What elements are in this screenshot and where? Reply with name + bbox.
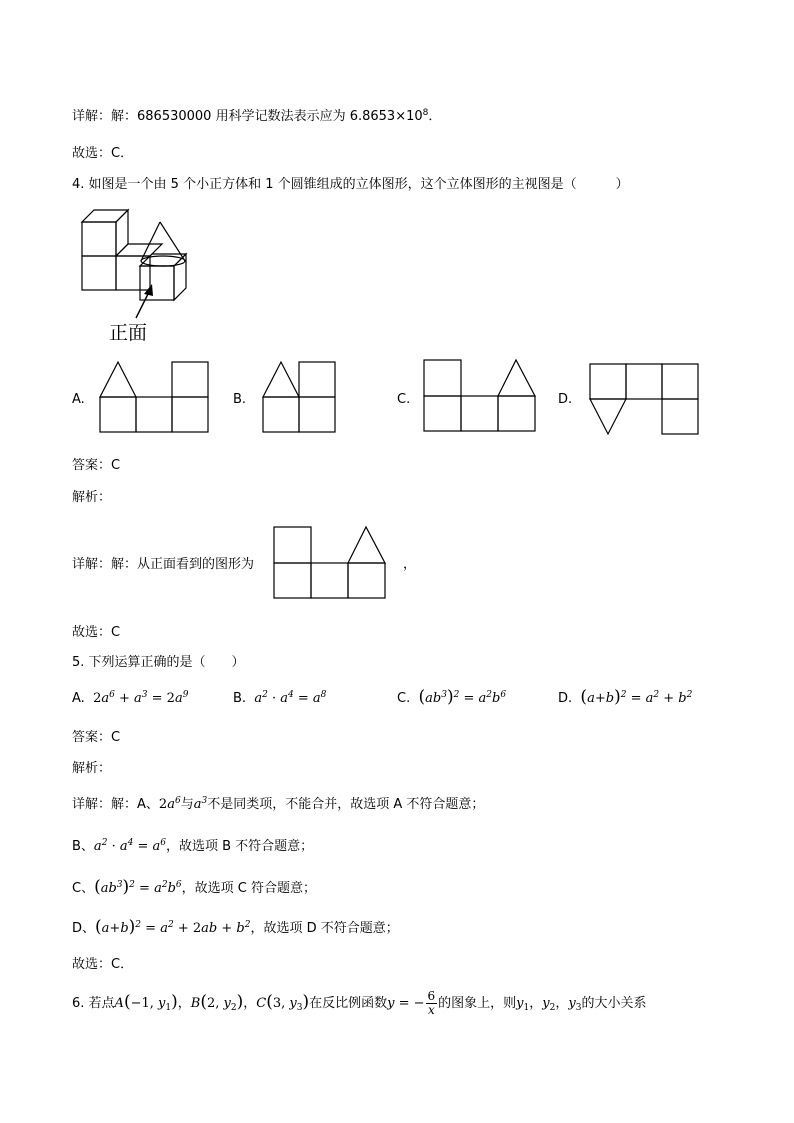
q3-choice: 故选：C． <box>72 146 134 161</box>
q5-detail-a <box>72 796 484 814</box>
q5-detail-c-expr: $(ab^3)^2 = a^2b^6$ <box>94 877 182 897</box>
q5-option-c-label: C. <box>397 691 411 706</box>
q5-option-b-label: B. <box>233 691 247 706</box>
q6-frac-den: x <box>427 1003 435 1017</box>
q5-detail-a-mid: 与 <box>180 797 194 812</box>
q5-option-a-expr: $2a^6 + a^3 = 2a^9$ <box>93 690 189 706</box>
q5-option-a <box>72 690 188 708</box>
q6-sep-1: ， <box>177 996 191 1011</box>
q5-option-b-expr: $a^2 \cdot a^4 = a^8$ <box>254 690 327 706</box>
q4-detail: 详解：解：从正面看到的图形为 <box>72 557 255 572</box>
q4-option-a-figure <box>100 360 210 433</box>
q4-option-d-figure <box>590 362 700 437</box>
q4-detail-figure <box>274 525 386 600</box>
q5-detail-a-expr2: $a^3$ <box>193 796 208 812</box>
q6-point-a: A(−1, $y_1$) <box>114 992 178 1013</box>
q5-detail-a-prefix: 详解：解：A、 <box>72 797 159 812</box>
q4-option-a-label: A. <box>72 392 85 407</box>
q5-detail-c-prefix: C、 <box>72 881 95 896</box>
q5-answer: 答案：C <box>72 730 121 745</box>
q5-detail-d-suffix: ，故选项 D 不符合题意； <box>250 921 399 936</box>
q5-detail-d <box>72 918 399 938</box>
q5-option-b <box>233 690 326 708</box>
q5-detail-b-expr: $a^2 \cdot a^4 = a^6$ <box>93 838 166 854</box>
q4-choice: 故选：C <box>72 625 121 640</box>
q4-detail-comma: ， <box>403 557 417 572</box>
q6-stem <box>72 990 647 1017</box>
q6-sep-2: ， <box>243 996 257 1011</box>
q4-option-c-figure <box>424 358 536 433</box>
q5-option-c <box>397 688 506 708</box>
q4-option-d-label: D. <box>558 392 573 407</box>
q5-choice: 故选：C． <box>72 957 134 972</box>
q5-detail-c-suffix: ，故选项 C 符合题意； <box>181 881 316 896</box>
q5-detail-b <box>72 838 313 856</box>
q6-point-b: B(2, $y_2$) <box>190 992 244 1013</box>
q5-detail-d-expr: $(a+b)^2 = a^2 + 2ab + b^2$ <box>95 917 251 937</box>
q4-analysis: 解析： <box>72 490 112 505</box>
front-label: 正面 <box>109 322 148 344</box>
q5-detail-c <box>72 878 316 898</box>
q5-stem: 5. 下列运算正确的是（ ） <box>72 655 245 670</box>
q6-after: 的图象上，则 <box>438 996 517 1011</box>
q6-number: 6. 若点 <box>72 996 115 1011</box>
q4-option-b-figure <box>263 360 338 433</box>
q6-y-values: $y_1$，$y_2$，$y_3$ <box>516 996 582 1013</box>
q3-detail-suffix: ． <box>428 109 442 124</box>
q4-stem: 4. 如图是一个由 5 个小正方体和 1 个圆锥组成的立体图形，这个立体图形的主视图是（ ） <box>72 177 629 192</box>
q6-function: y = − $\frac{6}{x}$ <box>387 989 436 1017</box>
q5-option-c-expr: $(ab^3)^2 = a^2b^6$ <box>418 687 507 707</box>
q6-tail: 的大小关系 <box>581 996 647 1011</box>
q5-option-d-label: D. <box>558 691 573 706</box>
q3-detail-line <box>72 108 441 126</box>
q6-point-c: C(3, $y_3$) <box>256 992 310 1013</box>
q3-detail-text: 详解：解：686530000 用科学记数法表示应为 6.8653×10 <box>72 109 423 124</box>
q3-exponent: 8 <box>422 108 429 118</box>
q5-detail-a-expr1: $2a^6$ <box>158 796 181 812</box>
q4-option-c-label: C. <box>397 392 411 407</box>
q5-option-d <box>558 688 692 708</box>
q4-answer: 答案：C <box>72 458 121 473</box>
q6-mid: 在反比例函数 <box>309 996 388 1011</box>
q6-frac-num: 6 <box>427 989 436 1003</box>
q5-detail-a-suffix: 不是同类项，不能合并，故选项 A 不符合题意； <box>207 797 485 812</box>
q5-detail-b-suffix: ，故选项 B 不符合题意； <box>166 839 314 854</box>
q5-option-d-expr: $(a+b)^2 = a^2 + b^2$ <box>580 687 693 707</box>
q5-analysis: 解析： <box>72 761 112 776</box>
q4-option-b-label: B. <box>233 392 247 407</box>
q5-detail-b-prefix: B、 <box>72 839 94 854</box>
q5-detail-d-prefix: D、 <box>72 921 96 936</box>
q5-option-a-label: A. <box>72 691 85 706</box>
